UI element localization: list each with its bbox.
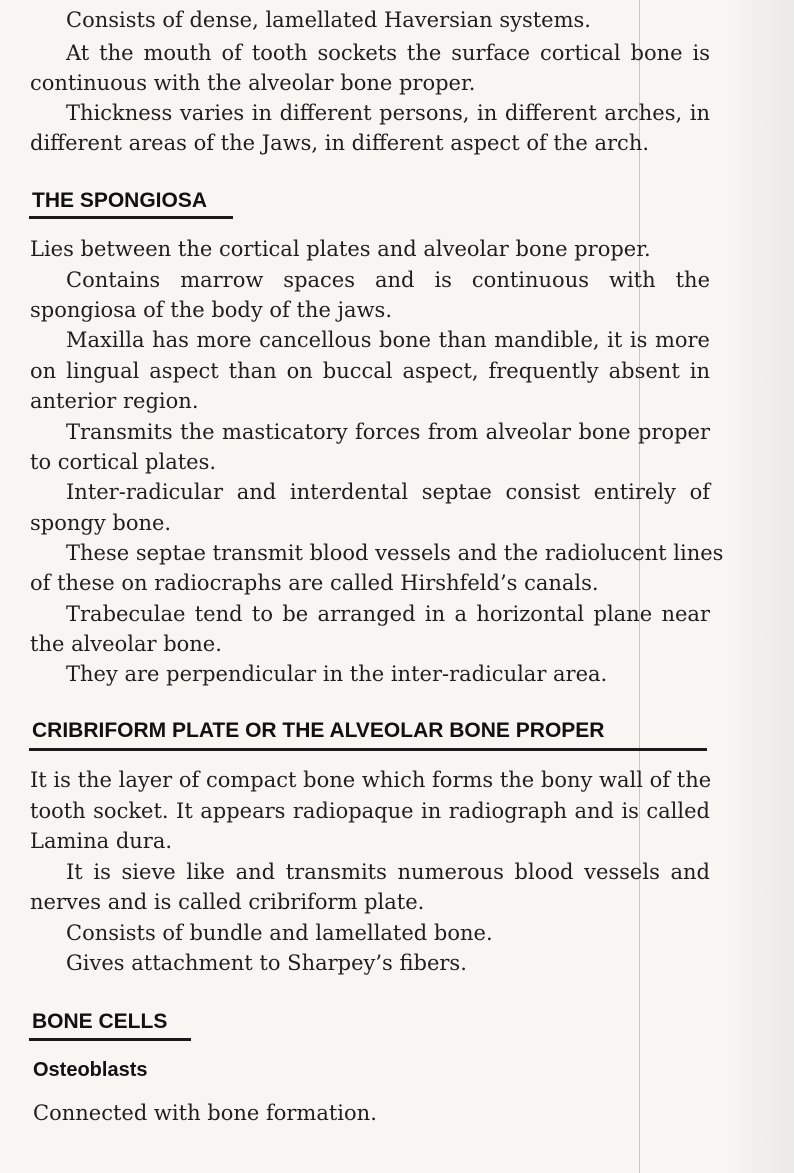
spongiosa-line: They are perpendicular in the inter-radicular area. (66, 662, 608, 686)
subheading-osteoblasts: Osteoblasts (33, 1059, 148, 1081)
heading-underline (29, 748, 707, 751)
section-heading-cribriform: CRIBRIFORM PLATE OR THE ALVEOLAR BONE PROPER (32, 719, 605, 742)
cribriform-line: It is sieve like and transmits numerous blood vessels and (66, 860, 710, 884)
spongiosa-line: Maxilla has more cancellous bone than mandible, it is more (66, 328, 710, 352)
spongiosa-line: of these on radiocraphs are called Hirshfeld’s canals. (30, 571, 599, 595)
heading-underline (29, 1038, 191, 1041)
intro-line: different areas of the Jaws, in different aspect of the arch. (30, 131, 650, 155)
spongiosa-line: the alveolar bone. (30, 632, 222, 656)
spongiosa-line: Inter-radicular and interdental septae consist entirely of (66, 480, 710, 504)
intro-line: Consists of dense, lamellated Haversian systems. (66, 8, 591, 32)
spongiosa-line: spongy bone. (30, 511, 172, 535)
spongiosa-line: Lies between the cortical plates and alveolar bone proper. (30, 237, 651, 261)
spongiosa-line: spongiosa of the body of the jaws. (30, 298, 393, 322)
page-edge-shadow (724, 0, 794, 1173)
spongiosa-line: to cortical plates. (30, 450, 217, 474)
section-heading-spongiosa: THE SPONGIOSA (32, 189, 208, 212)
intro-line: continuous with the alveolar bone proper. (30, 71, 476, 95)
spongiosa-line: These septae transmit blood vessels and the radiolucent lines (66, 541, 724, 565)
cribriform-line: It is the layer of compact bone which forms the bony wall of the (30, 768, 712, 792)
spongiosa-line: on lingual aspect than on buccal aspect, frequently absent in (30, 359, 710, 383)
intro-line: Thickness varies in different persons, in different arches, in (66, 101, 710, 125)
cribriform-line: Lamina dura. (30, 829, 173, 853)
spongiosa-line: Transmits the masticatory forces from alveolar bone proper (66, 420, 710, 444)
spongiosa-line: anterior region. (30, 389, 199, 413)
intro-line: At the mouth of tooth sockets the surface cortical bone is (66, 41, 710, 65)
cribriform-line: Gives attachment to Sharpey’s fibers. (66, 951, 467, 975)
cribriform-line: tooth socket. It appears radiopaque in radiograph and is called (30, 799, 710, 823)
spongiosa-line: Contains marrow spaces and is continuous with the (66, 268, 710, 292)
bone-cells-line: Connected with bone formation. (33, 1101, 377, 1125)
spongiosa-line: Trabeculae tend to be arranged in a horizontal plane near (66, 602, 710, 626)
section-heading-bone-cells: BONE CELLS (32, 1010, 168, 1033)
cribriform-line: Consists of bundle and lamellated bone. (66, 921, 493, 945)
cribriform-line: nerves and is called cribriform plate. (30, 890, 425, 914)
heading-underline (29, 216, 233, 219)
